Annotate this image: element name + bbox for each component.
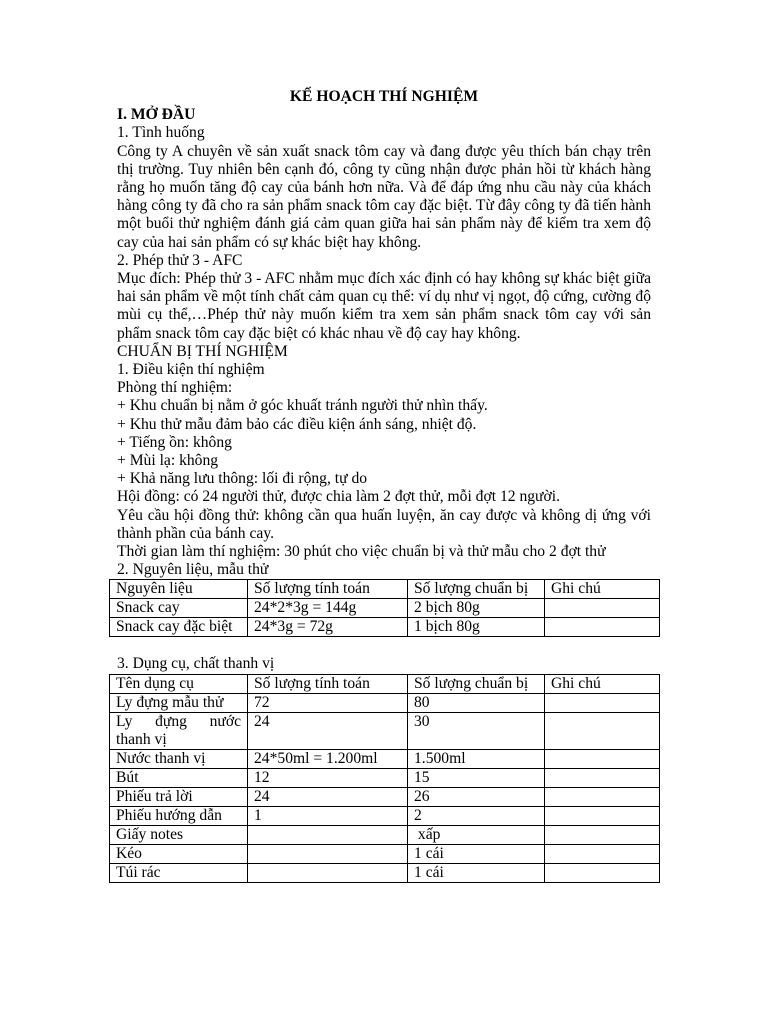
table-cell	[545, 749, 660, 768]
table-row	[110, 618, 660, 637]
table-cell: Kéo	[110, 844, 248, 863]
table-cell: xấp	[408, 825, 545, 844]
table-row	[110, 599, 660, 618]
table-cell: 1 bịch 80g	[408, 618, 545, 637]
table-cell	[545, 768, 660, 787]
table-cell: Giấy notes	[110, 825, 248, 844]
subheading-test-method: 2. Phép thử 3 - AFC	[117, 251, 243, 269]
section-heading-intro: I. MỞ ĐẦU	[117, 106, 196, 124]
table-header-cell: Ghi chú	[545, 580, 660, 599]
table-cell: Ly đựng mẫu thử	[110, 693, 248, 712]
table-header-cell: Số lượng chuẩn bị	[408, 674, 545, 693]
table-header-cell: Số lượng tính toán	[248, 580, 408, 599]
table-cell: 12	[248, 768, 408, 787]
table-cell	[545, 618, 660, 637]
table-cell	[545, 693, 660, 712]
bullet-item: + Khu thử mẫu đảm bảo các điều kiện ánh sáng, nhiệt độ.	[117, 415, 477, 433]
lab-label: Phòng thí nghiệm:	[117, 379, 233, 397]
table-cell: 24*3g = 72g	[248, 618, 408, 637]
table-header-cell: Tên dụng cụ	[110, 674, 248, 693]
table-cell	[545, 712, 660, 749]
table-cell	[545, 825, 660, 844]
table-header-cell: Số lượng chuẩn bị	[408, 580, 545, 599]
table-cell	[248, 825, 408, 844]
table-cell: Túi rác	[110, 863, 248, 882]
table-row	[110, 749, 660, 768]
table-cell: Phiếu hướng dẫn	[110, 806, 248, 825]
spacer	[117, 637, 651, 655]
table-cell	[248, 863, 408, 882]
council-text: Hội đồng: có 24 người thử, được chia làm 2 đợt thử, mỗi đợt 12 người.	[117, 488, 560, 506]
subheading-situation: 1. Tình huống	[117, 124, 205, 142]
table-cell: Snack cay đặc biệt	[110, 618, 248, 637]
table-cell: Ly đựng nước thanh vị	[110, 712, 248, 749]
table-header-row	[110, 580, 660, 599]
subheading-tools: 3. Dụng cụ, chất thanh vị	[117, 655, 275, 673]
table-cell	[545, 806, 660, 825]
table-cell: 1 cái	[408, 863, 545, 882]
table-row	[110, 768, 660, 787]
subheading-materials: 2. Nguyên liệu, mẫu thử	[117, 561, 269, 579]
table-cell: 24*2*3g = 144g	[248, 599, 408, 618]
bullet-item: + Tiếng ồn: không	[117, 433, 232, 451]
table-cell: Phiếu trả lời	[110, 787, 248, 806]
table-cell: 72	[248, 693, 408, 712]
table-cell: Snack cay	[110, 599, 248, 618]
table-cell: 24	[248, 787, 408, 806]
materials-table	[109, 579, 660, 637]
bullet-item: + Khu chuẩn bị nằm ở góc khuất tránh người thử nhìn thấy.	[117, 397, 488, 415]
table-cell	[545, 863, 660, 882]
table-cell: 1	[248, 806, 408, 825]
table-cell: 2	[408, 806, 545, 825]
table-cell: 24*50ml = 1.200ml	[248, 749, 408, 768]
table-header-cell: Nguyên liệu	[110, 580, 248, 599]
section-heading-preparation: CHUẨN BỊ THÍ NGHIỆM	[117, 342, 288, 360]
table-cell: 26	[408, 787, 545, 806]
table-row	[110, 806, 660, 825]
paragraph-situation: Công ty A chuyên về sản xuất snack tôm cay và đang được yêu thích bán chạy trên thị trường. Tuy nhiên bên cạnh đó, công ty cũng nhận được phản hồi từ khách hàng rằng họ muốn tăng độ cay của bánh hơn nữa. Và để đáp ứng nhu cầu này của khách hàng công ty đã cho ra sản phẩm snack tôm cay đặc biệt. Từ đây công ty đã tiến hành một buổi thử nghiệm đánh giá cảm quan giữa hai sản phẩm này để kiểm tra xem độ cay của hai sản phẩm có sự khác biệt hay không.	[117, 142, 651, 251]
experiment-time: Thời gian làm thí nghiệm: 30 phút cho việc chuẩn bị và thử mẫu cho 2 đợt thử	[117, 543, 606, 561]
table-row	[110, 863, 660, 882]
subheading-conditions: 1. Điều kiện thí nghiệm	[117, 361, 265, 379]
table-cell	[545, 787, 660, 806]
bullet-item: + Khả năng lưu thông: lối đi rộng, tự do	[117, 470, 368, 488]
table-row	[110, 712, 660, 749]
table-cell: 24	[248, 712, 408, 749]
table-row	[110, 787, 660, 806]
table-row	[110, 825, 660, 844]
table-header-cell: Ghi chú	[545, 674, 660, 693]
table-cell: Bút	[110, 768, 248, 787]
table-header-cell: Số lượng tính toán	[248, 674, 408, 693]
table-cell: 2 bịch 80g	[408, 599, 545, 618]
table-cell: 1.500ml	[408, 749, 545, 768]
table-cell	[248, 844, 408, 863]
paragraph-purpose: Mục đích: Phép thử 3 - AFC nhằm mục đích xác định có hay không sự khác biệt giữa hai sản phẩm về một tính chất cảm quan cụ thể: ví dụ như vị ngọt, độ cứng, cường độ mùi cụ thể,…Phép thử này muốn kiểm tra xem sản phẩm snack tôm cay với sản phẩm snack tôm cay đặc biệt có khác nhau về độ cay hay không.	[117, 270, 651, 342]
table-cell: 30	[408, 712, 545, 749]
tools-table	[109, 674, 660, 883]
table-cell	[545, 844, 660, 863]
table-cell: Nước thanh vị	[110, 749, 248, 768]
table-row	[110, 844, 660, 863]
table-cell: 80	[408, 693, 545, 712]
bullet-item: + Mùi lạ: không	[117, 452, 219, 470]
document-body	[117, 88, 651, 883]
table-cell: 15	[408, 768, 545, 787]
document-title: KẾ HOẠCH THÍ NGHIỆM	[289, 88, 479, 105]
council-requirement: Yêu cầu hội đồng thử: không cần qua huấn luyện, ăn cay được và không dị ứng với thành phần của bánh cay.	[117, 506, 651, 542]
table-cell	[545, 599, 660, 618]
table-cell: 1 cái	[408, 844, 545, 863]
table-row	[110, 693, 660, 712]
table-header-row	[110, 674, 660, 693]
